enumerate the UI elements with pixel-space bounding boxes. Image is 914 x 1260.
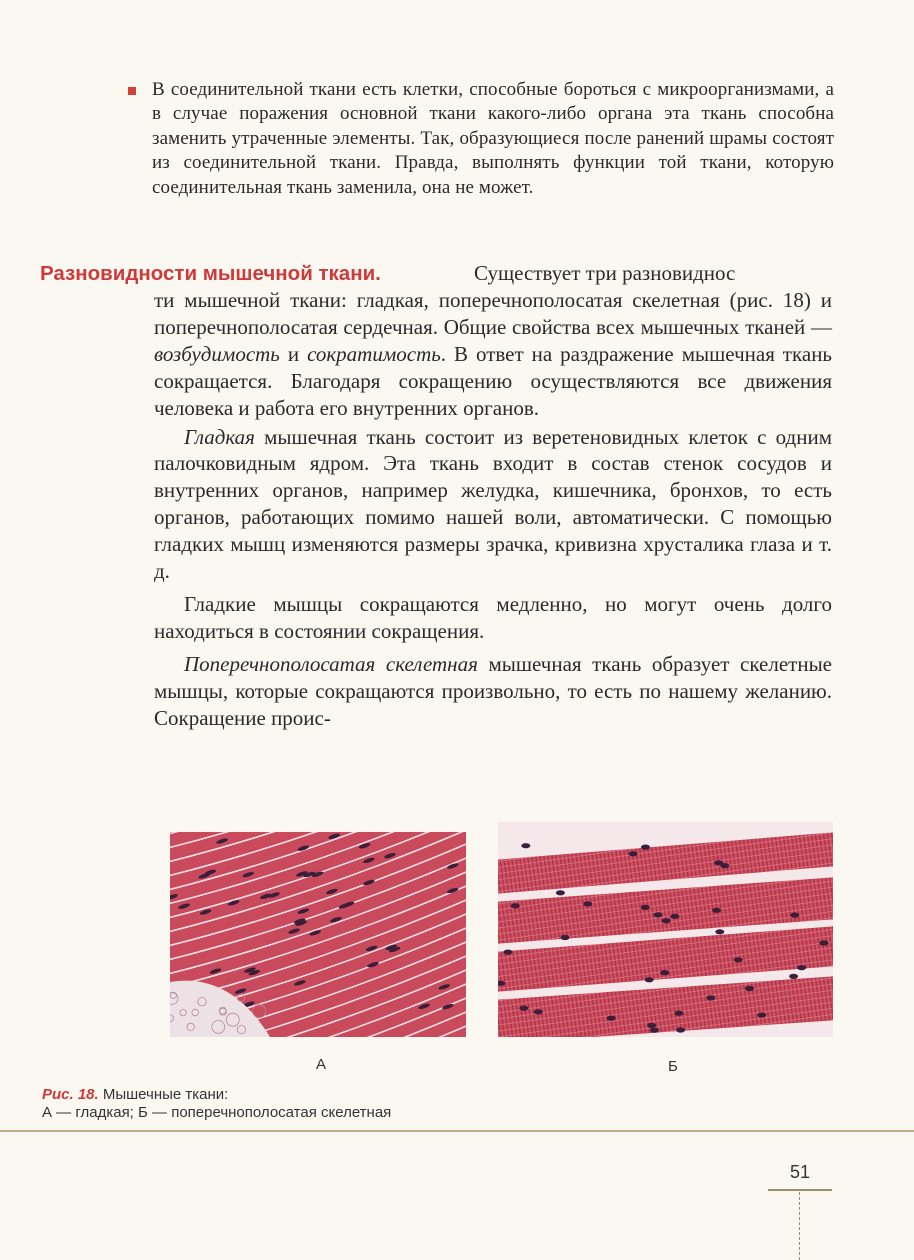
- figure-legend: А — гладкая; Б — поперечнополосатая скелетная: [42, 1104, 392, 1121]
- paragraph-1: [154, 287, 832, 422]
- bullet-marker: [128, 87, 136, 95]
- smooth-muscle-image: [170, 832, 466, 1037]
- page-number-rule: [768, 1189, 832, 1191]
- p1-term-excitability: возбудимость: [154, 341, 280, 366]
- p2-term: Гладкая: [184, 424, 255, 449]
- p3-text: Гладкие мышцы сокращаются медленно, но могут очень долго находиться в состоянии сокращения.: [154, 591, 832, 643]
- p1-end: . В ответ на раздражение мышечная ткань сокращается. Благодаря сокращению осуществляются все движения человека и работа его внутренних органов.: [154, 341, 833, 420]
- figure-title: Мышечные ткани:: [102, 1086, 229, 1103]
- p2-text: мышечная ткань состоит из веретеновидных клеток с одним палочковидным ядром. Эта ткань входит в состав стенок сосудов и внутренних органов, например желудка, кишечника, бронхов, то есть органов, работающих помимо нашей воли, автоматически. С помощью гладких мышц изменяются размеры зрачка, кривизна хрусталика глаза и т. д.: [154, 424, 832, 584]
- panel-label-a: А: [316, 1056, 327, 1073]
- paragraph-3: [154, 591, 832, 645]
- main-text: [154, 287, 832, 732]
- figure-caption: [42, 1086, 842, 1122]
- bullet-paragraph: [128, 78, 834, 200]
- paragraph-4: [154, 651, 832, 732]
- caption-divider: [0, 1130, 914, 1132]
- p1-mid: и: [287, 341, 300, 366]
- p1-term-contractility: сократимость: [307, 341, 441, 366]
- panel-label-b: Б: [668, 1058, 678, 1075]
- bullet-text: В соединительной ткани есть клетки, способные бороться с микроорганизмами, а в случае поражения основной ткани какого-либо органа эта ткань способна заменить утраченные элементы. Так, образующиеся после ранений шрамы состоят из соединительной ткани. Правда, выполнять функции той ткани, которую соединительная ткань заменила, она не может.: [152, 79, 834, 198]
- p1-rest: ти мышечной ткани: гладкая, поперечнополосатая скелетная (рис. 18) и поперечнополосатая сердечная. Общие свойства всех мышечных тканей —: [154, 288, 832, 339]
- page-number: 51: [789, 1162, 811, 1182]
- p4-text: мышечная ткань образует скелетные мышцы, которые сокращаются произвольно, то есть по нашему желанию. Сокращение проис-: [154, 651, 832, 730]
- section-heading: Разновидности мышечной ткани.: [40, 262, 381, 285]
- page-number-guide: [799, 1192, 800, 1260]
- figure-18: [0, 820, 914, 1080]
- figure-number: Рис. 18.: [42, 1086, 99, 1103]
- paragraph-2: [154, 424, 832, 585]
- section-first-line: Существует три разновиднос: [474, 261, 736, 285]
- skeletal-muscle-image: [498, 822, 833, 1037]
- p4-term: Поперечнополосатая скелетная: [184, 651, 478, 676]
